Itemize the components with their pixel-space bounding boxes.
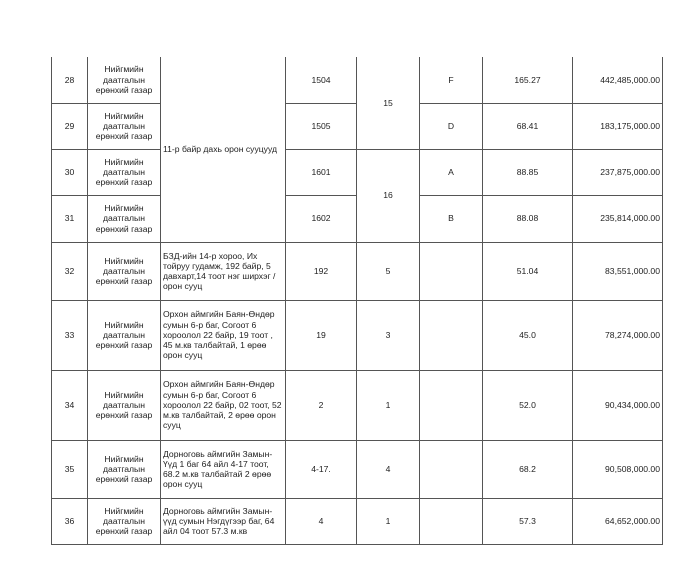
apartment-cell: 4 [286, 498, 357, 544]
floor-cell: 4 [357, 440, 420, 498]
apartment-cell: 1602 [286, 195, 357, 242]
table-row [52, 498, 663, 544]
table-row [52, 300, 663, 370]
apartment-cell: 1505 [286, 103, 357, 149]
floor-cell: 1 [357, 498, 420, 544]
row-number: 36 [52, 498, 88, 544]
area-cell: 68.2 [483, 440, 573, 498]
table-row [52, 370, 663, 440]
apartment-cell: 1504 [286, 57, 357, 103]
price-cell: 64,652,000.00 [573, 498, 663, 544]
floor-cell: 3 [357, 300, 420, 370]
price-cell: 237,875,000.00 [573, 149, 663, 195]
organization-cell: Нийгмийн даатгалын ерөнхий газар [88, 498, 161, 544]
type-cell [420, 498, 483, 544]
organization-cell: Нийгмийн даатгалын ерөнхий газар [88, 300, 161, 370]
price-cell: 442,485,000.00 [573, 57, 663, 103]
property-table [51, 57, 663, 545]
organization-cell: Нийгмийн даатгалын ерөнхий газар [88, 149, 161, 195]
row-number: 31 [52, 195, 88, 242]
organization-cell: Нийгмийн даатгалын ерөнхий газар [88, 440, 161, 498]
price-cell: 83,551,000.00 [573, 242, 663, 300]
area-cell: 68.41 [483, 103, 573, 149]
type-cell: A [420, 149, 483, 195]
type-cell [420, 440, 483, 498]
row-number: 32 [52, 242, 88, 300]
floor-cell: 15 [357, 57, 420, 149]
address-cell: Орхон аймгийн Баян-Өндөр сумын 6-р баг, Согоот 6 хороолол 22 байр, 02 тоот, 52 м.кв талбайтай, 2 өрөө орон сууц [161, 370, 286, 440]
type-cell: D [420, 103, 483, 149]
type-cell: B [420, 195, 483, 242]
row-number: 29 [52, 103, 88, 149]
address-cell: БЗД-ийн 14-р хороо, Их тойруу гудамж, 192 байр, 5 давхарт,14 тоот нэг ширхэг / орон сууц [161, 242, 286, 300]
area-cell: 51.04 [483, 242, 573, 300]
price-cell: 90,508,000.00 [573, 440, 663, 498]
area-cell: 165.27 [483, 57, 573, 103]
area-cell: 52.0 [483, 370, 573, 440]
row-number: 34 [52, 370, 88, 440]
organization-cell: Нийгмийн даатгалын ерөнхий газар [88, 370, 161, 440]
price-cell: 78,274,000.00 [573, 300, 663, 370]
type-cell [420, 300, 483, 370]
area-cell: 57.3 [483, 498, 573, 544]
type-cell [420, 242, 483, 300]
area-cell: 88.08 [483, 195, 573, 242]
address-cell: Дорноговь аймгийн Замын-Үүд 1 баг 64 айл 4-17 тоот, 68.2 м.кв талбайтай 2 өрөө орон сууц [161, 440, 286, 498]
apartment-cell: 1601 [286, 149, 357, 195]
table-row [52, 242, 663, 300]
address-cell: Орхон аймгийн Баян-Өндөр сумын 6-р баг, Согоот 6 хороолол 22 байр, 19 тоот , 45 м.кв талбайтай, 1 өрөө орон сууц [161, 300, 286, 370]
organization-cell: Нийгмийн даатгалын ерөнхий газар [88, 195, 161, 242]
apartment-cell: 4-17. [286, 440, 357, 498]
address-cell: 11-р байр дахь орон сууцууд [161, 57, 286, 242]
organization-cell: Нийгмийн даатгалын ерөнхий газар [88, 57, 161, 103]
row-number: 35 [52, 440, 88, 498]
row-number: 30 [52, 149, 88, 195]
organization-cell: Нийгмийн даатгалын ерөнхий газар [88, 242, 161, 300]
organization-cell: Нийгмийн даатгалын ерөнхий газар [88, 103, 161, 149]
floor-cell: 1 [357, 370, 420, 440]
apartment-cell: 19 [286, 300, 357, 370]
floor-cell: 5 [357, 242, 420, 300]
row-number: 28 [52, 57, 88, 103]
row-number: 33 [52, 300, 88, 370]
floor-cell: 16 [357, 149, 420, 242]
table-row [52, 57, 663, 103]
type-cell: F [420, 57, 483, 103]
type-cell [420, 370, 483, 440]
price-cell: 90,434,000.00 [573, 370, 663, 440]
price-cell: 235,814,000.00 [573, 195, 663, 242]
apartment-cell: 2 [286, 370, 357, 440]
apartment-cell: 192 [286, 242, 357, 300]
table-row [52, 440, 663, 498]
area-cell: 88.85 [483, 149, 573, 195]
table-row [52, 149, 663, 195]
price-cell: 183,175,000.00 [573, 103, 663, 149]
address-cell: Дорноговь аймгийн Замын-үүд сумын Нэгдүгээр баг, 64 айл 04 тоот 57.3 м.кв [161, 498, 286, 544]
area-cell: 45.0 [483, 300, 573, 370]
